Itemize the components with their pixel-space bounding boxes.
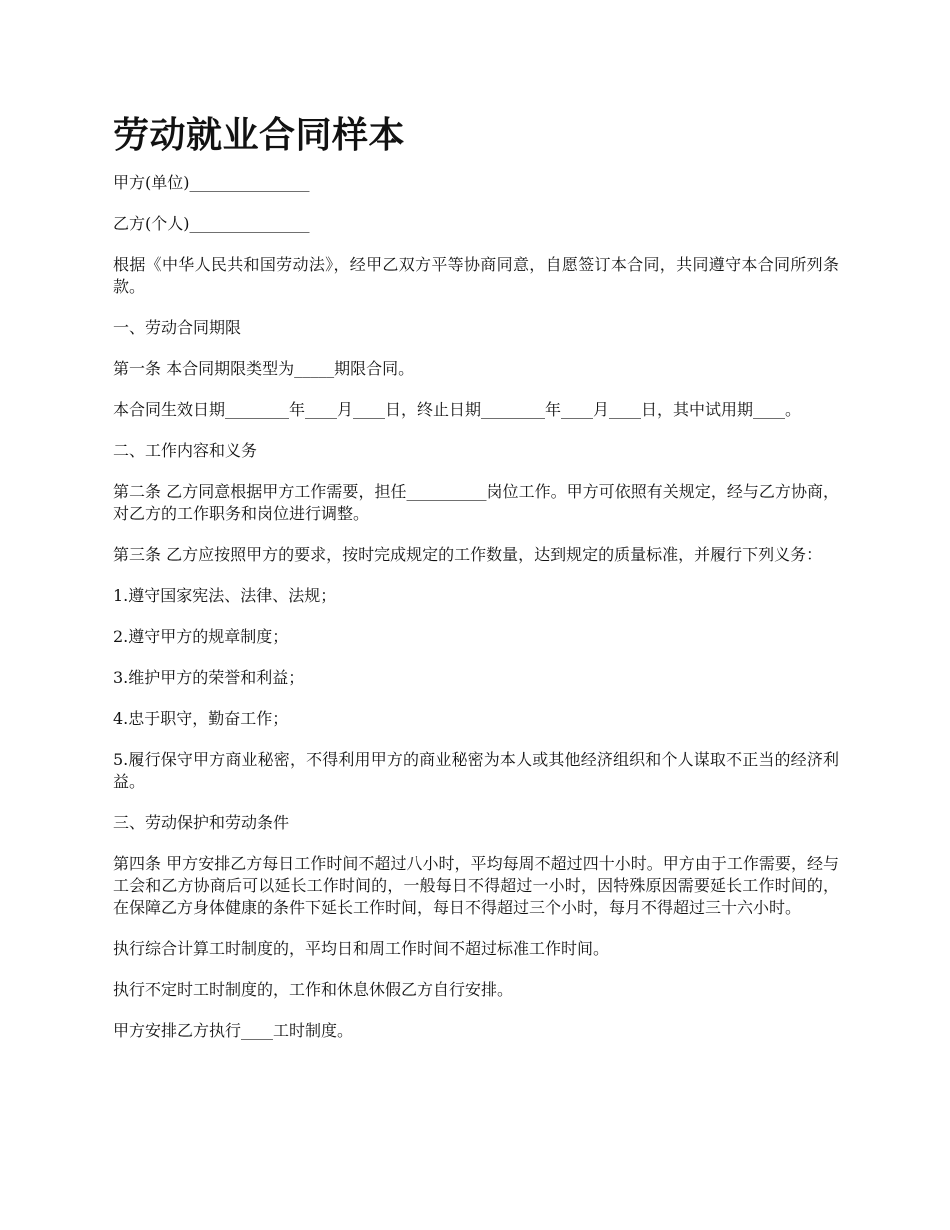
party-b-line: 乙方(个人)_______________ [113,214,310,233]
party-a-line: 甲方(单位)_______________ [113,173,310,192]
contract-dates-paragraph: 本合同生效日期________年____月____日，终止日期________年____月____日，其中试用期____。 [113,400,802,419]
hours-system-paragraph: 甲方安排乙方执行____工时制度。 [113,1021,354,1040]
comprehensive-hours-paragraph: 执行综合计算工时制度的，平均日和周工作时间不超过标准工作时间。 [113,939,610,958]
article-1: 第一条 本合同期限类型为_____期限合同。 [113,359,415,378]
article-2: 第二条 乙方同意根据甲方工作需要，担任__________岗位工作。甲方可依照有关规定，经与乙方协商，对乙方的工作职务和岗位进行调整。 [113,482,839,523]
duty-item-5: 5.履行保守甲方商业秘密，不得利用甲方的商业秘密为本人或其他经济组织和个人谋取不正当的经济利益。 [113,750,839,791]
duty-item-1: 1.遵守国家宪法、法律、法规； [113,586,337,605]
document-page [113,108,839,1061]
preamble-paragraph: 根据《中华人民共和国劳动法》，经甲乙双方平等协商同意，自愿签订本合同，共同遵守本合同所列条款。 [113,255,839,296]
section-heading-duties: 二、工作内容和义务 [113,441,258,460]
section-heading-term: 一、劳动合同期限 [113,318,242,337]
article-4: 第四条 甲方安排乙方每日工作时间不超过八小时，平均每周不超过四十小时。甲方由于工作需要，经与工会和乙方协商后可以延长工作时间的，一般每日不得超过一小时，因特殊原因需要延长工作时间的，在保障乙方身体健康的条件下延长工作时间，每日不得超过三个小时，每月不得超过三十六小时。 [113,854,839,917]
duty-item-3: 3.维护甲方的荣誉和利益； [113,668,305,687]
section-heading-protection: 三、劳动保护和劳动条件 [113,813,290,832]
article-3: 第三条 乙方应按照甲方的要求，按时完成规定的工作数量，达到规定的质量标准，并履行下列义务： [113,545,823,564]
flexible-hours-paragraph: 执行不定时工时制度的，工作和休息休假乙方自行安排。 [113,980,514,999]
duty-item-2: 2.遵守甲方的规章制度； [113,627,289,646]
document-title: 劳动就业合同样本 [113,115,406,156]
duty-item-4: 4.忠于职守，勤奋工作； [113,709,289,728]
